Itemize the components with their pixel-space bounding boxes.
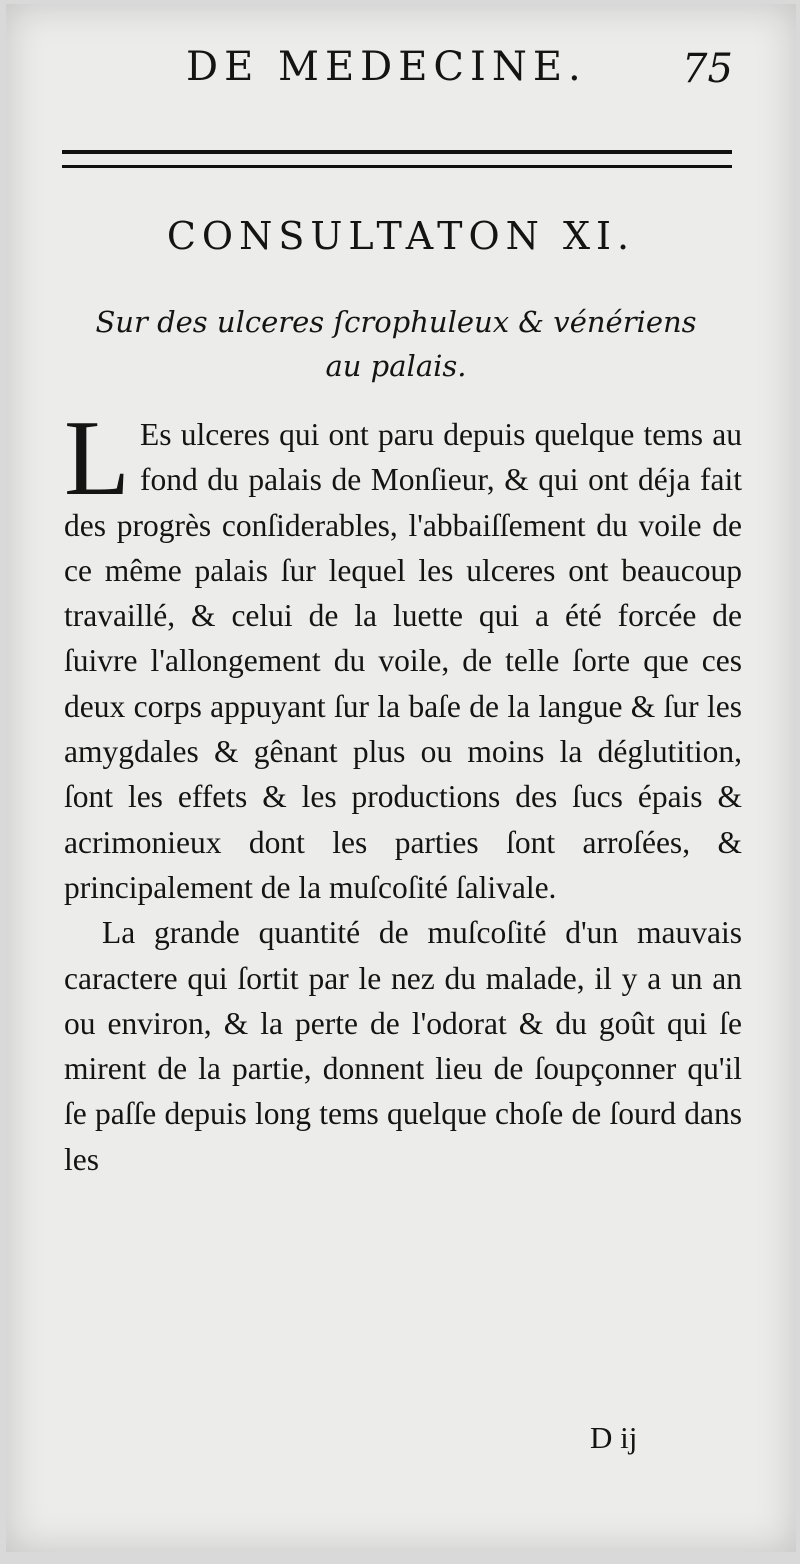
consultation-subtitle [66, 300, 726, 388]
subtitle-line-1: Sur des ulceres ſcrophuleux & vénériens [95, 305, 697, 339]
paragraph-2: La grande quantité de muſcoſité d'un mauvais caractere qui ſortit par le nez du malade, il y a un an ou environ, & la perte de l'odorat & du goût qui ſe mirent de la partie, donnent lieu de ſoupçonner qu'il ſe paſſe depuis long tems quelque choſe de ſourd dans les [64, 915, 742, 1177]
running-head [6, 44, 796, 104]
book-page [6, 4, 796, 1552]
signature-mark: D ij [590, 1420, 638, 1455]
subtitle-line-2: au palais. [325, 349, 467, 383]
consultation-title: CONSULTATON XI. [166, 214, 636, 258]
page-number: 75 [682, 46, 733, 92]
header-rule [62, 150, 732, 168]
paragraph-1-text: Es ulceres qui ont paru depuis quelque tems au fond du palais de Monſieur, & qui ont déja fait des progrès conſiderables, l'abbaiſſement du voile de ce même palais ſur lequel les ulceres ont beaucoup travaillé, & celui de la luette qui a été forcée de ſuivre l'allongement du voile, de telle ſorte que ces deux corps appuyant ſur la baſe de la langue & ſur les amygdales & gênant plus ou moins la déglutition, ſont les effets & les productions des ſucs épais & acrimonieux dont les parties ſont arroſées, & principalement de la muſcoſité ſalivale. [64, 417, 742, 905]
drop-cap: L [64, 399, 130, 518]
body-text [64, 399, 742, 1182]
running-title: DE MEDECINE. [186, 44, 587, 90]
paragraph-1 [64, 399, 742, 910]
